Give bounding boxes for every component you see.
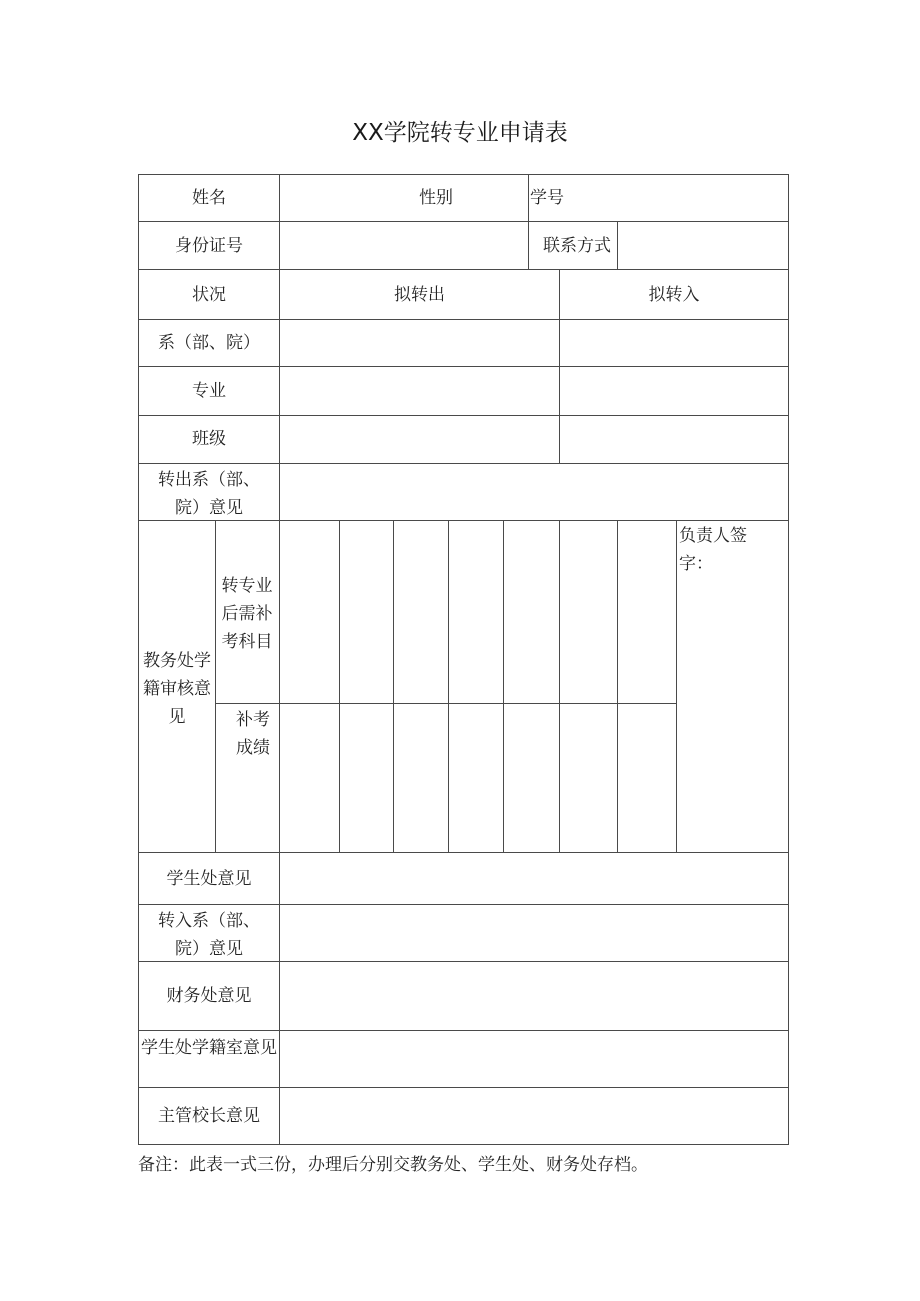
col-line: [279, 520, 280, 853]
row-line-makeup: [215, 703, 676, 704]
row-line: [138, 366, 789, 367]
col-line: [215, 520, 216, 853]
row-line: [138, 904, 789, 905]
table-border-bottom: [138, 1144, 789, 1145]
row-line: [138, 221, 789, 222]
responsible-sign-label: 负责人签字：: [679, 526, 747, 574]
makeup-subjects-label: 转专业后需补考科目: [221, 576, 273, 652]
subject-col-line: [339, 520, 340, 853]
subject-col-line: [503, 520, 504, 853]
gender-label: 性别: [419, 188, 453, 208]
finance-label: 财务处意见: [166, 986, 252, 1006]
class-label: 班级: [192, 429, 226, 449]
col-line: [528, 174, 529, 270]
footnote: 备注：此表一式三份，办理后分别交教务处、学生处、财务处存档。: [138, 1155, 648, 1175]
row-line: [138, 319, 789, 320]
row-line: [138, 852, 789, 853]
name-label: 姓名: [192, 188, 226, 208]
in-dept-opinion-label: 转入系（部、院）意见: [158, 911, 260, 959]
student-id-label: 学号: [530, 188, 564, 208]
col-line: [279, 852, 280, 1145]
department-label: 系（部、院）: [158, 333, 260, 353]
row-line: [138, 269, 789, 270]
status-label: 状况: [192, 285, 226, 305]
transfer-out-label: 拟转出: [394, 285, 445, 305]
student-office-label: 学生处意见: [166, 869, 252, 889]
major-label: 专业: [192, 381, 226, 401]
contact-label: 联系方式: [543, 236, 611, 256]
row-line: [138, 415, 789, 416]
transfer-in-label: 拟转入: [648, 285, 700, 305]
subject-col-line: [676, 520, 677, 853]
subject-col-line: [393, 520, 394, 853]
subject-col-line: [559, 520, 560, 853]
table-border-top: [138, 174, 789, 175]
makeup-scores-label: 补考成绩: [236, 710, 270, 758]
academic-affairs-label: 教务处学籍审核意见: [143, 651, 211, 727]
table-border-right: [788, 174, 789, 1145]
row-line: [138, 1030, 789, 1031]
principal-label: 主管校长意见: [158, 1106, 260, 1126]
col-line: [279, 174, 280, 520]
subject-col-line: [448, 520, 449, 853]
row-line: [138, 1087, 789, 1088]
subject-col-line: [617, 520, 618, 853]
row-line: [138, 463, 789, 464]
registry-label: 学生处学籍室意见: [141, 1038, 277, 1058]
document-title: XX学院转专业申请表: [352, 120, 568, 146]
out-dept-opinion-label: 转出系（部、院）意见: [158, 470, 260, 518]
id-card-label: 身份证号: [175, 236, 243, 256]
